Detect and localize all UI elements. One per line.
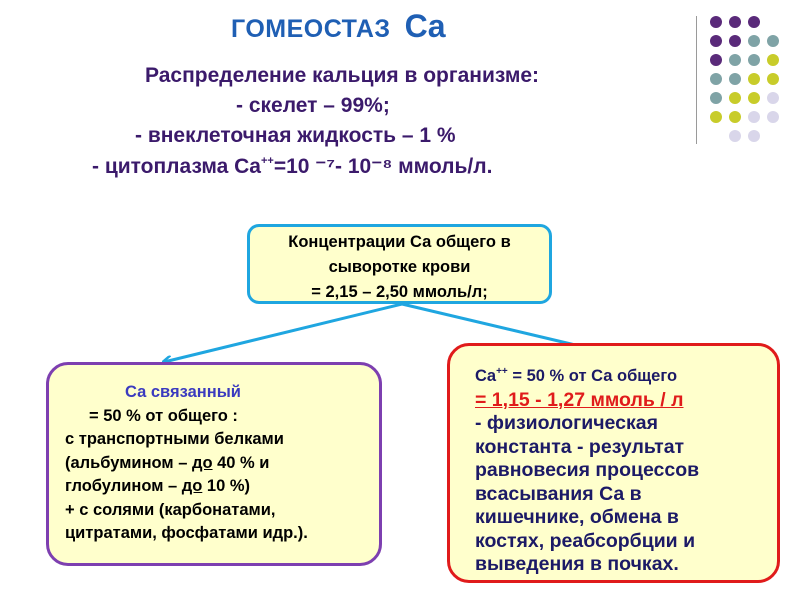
distribution-extracellular: - внеклеточная жидкость – 1 % — [135, 124, 456, 147]
serum-line-3: = 2,15 – 2,50 ммоль/л; — [311, 283, 488, 301]
ionized-line-6: всасывания Са в — [475, 482, 642, 505]
bound-line-2 — [65, 452, 379, 476]
distribution-heading: Распределение кальция в организме: — [145, 64, 540, 87]
serum-concentration-box — [247, 224, 552, 304]
bound-line-2-underlined: до — [191, 453, 213, 472]
ionized-line-5: равновесия процессов — [475, 459, 700, 481]
bound-line-4: + с солями (карбонатами, — [65, 500, 276, 519]
title-word: ГОМЕОСТАЗ — [231, 15, 391, 43]
distribution-skeleton: - скелет – 99%; — [236, 94, 390, 117]
bound-line-3-underlined: до — [181, 477, 203, 495]
arrow-to-bound-calcium — [164, 304, 402, 362]
bound-calcium-box — [46, 362, 382, 566]
bound-line-3-b: 10 %) — [202, 477, 250, 495]
bound-line-2-b: 40 % и — [212, 453, 270, 472]
ionized-calcium-box — [447, 343, 780, 583]
serum-line-2: сыворотке крови — [328, 258, 471, 276]
ionized-line-1-a: Ca — [475, 367, 497, 385]
ionized-line-7: кишечнике, обмена в — [475, 506, 679, 528]
bound-line-3-a: глобулином – — [65, 477, 182, 495]
cytoplasm-suffix: =10 ⁻⁷- 10⁻⁸ ммоль/л. — [273, 155, 493, 178]
ionized-range: = 1,15 - 1,27 ммоль / л — [475, 388, 684, 411]
cytoplasm-superscript: ++ — [260, 155, 274, 167]
ionized-line-8: костях, реабсорбции и — [475, 529, 696, 552]
bound-calcium-share: = 50 % от общего : — [89, 406, 238, 425]
bound-line-5: цитратами, фосфатами идр.). — [65, 524, 308, 542]
ionized-line-9: выведения в почках. — [475, 553, 679, 575]
ionized-line-1 — [475, 360, 777, 389]
bound-line-1: с транспортными белками — [65, 430, 284, 448]
bound-calcium-title: Са связанный — [125, 383, 241, 401]
ionized-line-3: - физиологическая — [475, 412, 658, 434]
bound-line-2-a: (альбумином – — [65, 453, 192, 472]
ionized-line-1-b: = 50 % от Са общего — [507, 367, 678, 385]
ionized-line-4: константа - результат — [475, 435, 685, 458]
bound-line-3 — [65, 475, 379, 499]
title-element: Ca — [404, 8, 446, 44]
serum-line-1: Концентрации Са общего в — [288, 233, 511, 251]
cytoplasm-prefix: - цитоплазма Ca — [92, 155, 261, 178]
ionized-superscript: ++ — [496, 366, 508, 377]
